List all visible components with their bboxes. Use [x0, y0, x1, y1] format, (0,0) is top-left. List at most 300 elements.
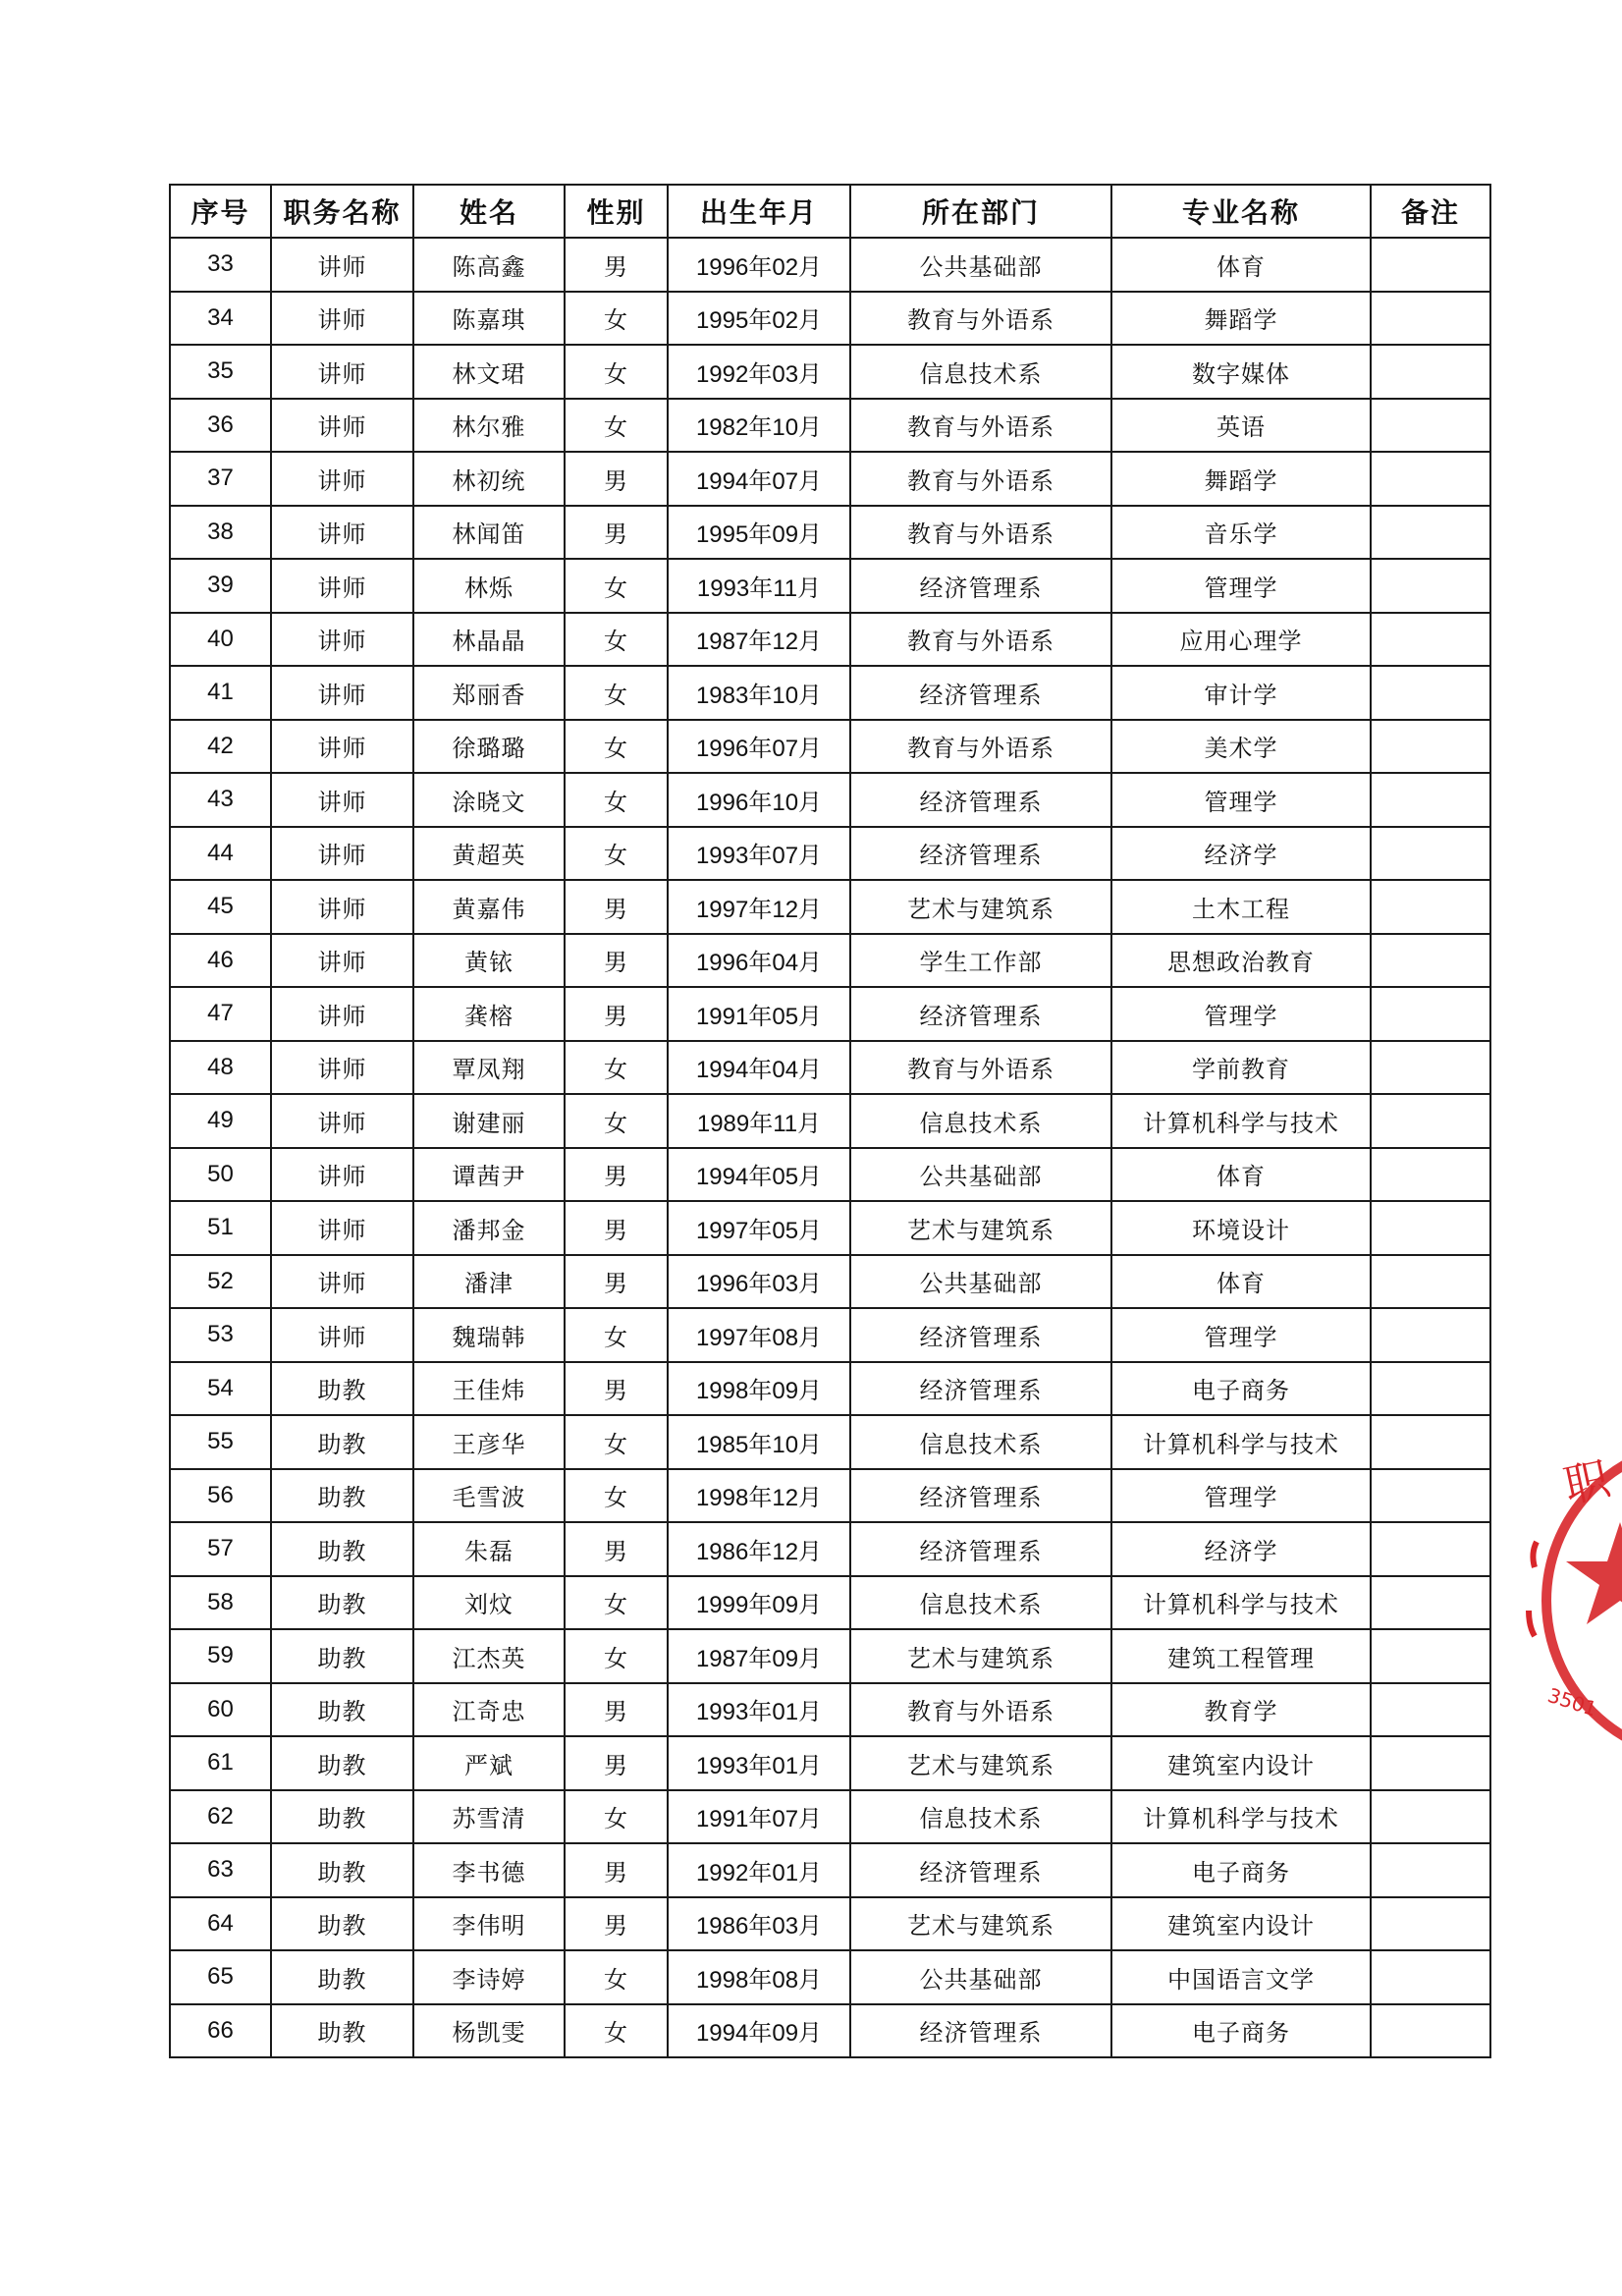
cell-department: 经济管理系	[850, 2004, 1111, 2058]
cell-gender: 男	[565, 1255, 668, 1309]
cell-remarks	[1371, 1094, 1490, 1148]
cell-department: 教育与外语系	[850, 720, 1111, 774]
cell-department: 艺术与建筑系	[850, 1736, 1111, 1790]
cell-department: 信息技术系	[850, 1415, 1111, 1469]
cell-gender: 女	[565, 613, 668, 667]
cell-title: 讲师	[271, 559, 413, 613]
cell-title: 讲师	[271, 827, 413, 881]
cell-department: 经济管理系	[850, 666, 1111, 720]
cell-major: 管理学	[1111, 1469, 1371, 1523]
cell-name: 黄超英	[413, 827, 565, 881]
table-row	[170, 1843, 1490, 1897]
cell-index: 49	[170, 1094, 271, 1148]
cell-department: 经济管理系	[850, 559, 1111, 613]
cell-gender: 女	[565, 773, 668, 827]
cell-name: 江杰英	[413, 1629, 565, 1683]
cell-major: 电子商务	[1111, 1362, 1371, 1416]
cell-title: 讲师	[271, 666, 413, 720]
cell-department: 信息技术系	[850, 345, 1111, 399]
cell-department: 艺术与建筑系	[850, 880, 1111, 934]
cell-birth: 1996年03月	[668, 1255, 850, 1309]
header-department: 所在部门	[850, 185, 1111, 238]
cell-remarks	[1371, 452, 1490, 506]
cell-index: 66	[170, 2004, 271, 2058]
cell-department: 经济管理系	[850, 987, 1111, 1041]
cell-major: 体育	[1111, 1148, 1371, 1202]
table-body	[170, 238, 1490, 2057]
cell-birth: 1997年05月	[668, 1201, 850, 1255]
seal-star-icon	[1566, 1522, 1622, 1624]
cell-gender: 女	[565, 1629, 668, 1683]
cell-remarks	[1371, 1201, 1490, 1255]
cell-index: 64	[170, 1897, 271, 1951]
cell-name: 王佳炜	[413, 1362, 565, 1416]
cell-major: 管理学	[1111, 559, 1371, 613]
cell-title: 讲师	[271, 1308, 413, 1362]
cell-major: 经济学	[1111, 1522, 1371, 1576]
cell-name: 谭茜尹	[413, 1148, 565, 1202]
cell-major: 计算机科学与技术	[1111, 1576, 1371, 1630]
cell-gender: 女	[565, 827, 668, 881]
cell-major: 计算机科学与技术	[1111, 1415, 1371, 1469]
cell-gender: 女	[565, 1041, 668, 1095]
cell-name: 林闻笛	[413, 506, 565, 560]
cell-title: 助教	[271, 1362, 413, 1416]
table-row	[170, 1362, 1490, 1416]
cell-department: 教育与外语系	[850, 452, 1111, 506]
table-row	[170, 1469, 1490, 1523]
staff-title-table	[169, 184, 1491, 2058]
cell-index: 53	[170, 1308, 271, 1362]
cell-index: 63	[170, 1843, 271, 1897]
table-row	[170, 666, 1490, 720]
cell-title: 助教	[271, 1469, 413, 1523]
cell-gender: 女	[565, 1469, 668, 1523]
cell-birth: 1998年09月	[668, 1362, 850, 1416]
cell-gender: 男	[565, 1201, 668, 1255]
cell-birth: 1998年08月	[668, 1950, 850, 2004]
cell-gender: 男	[565, 987, 668, 1041]
cell-gender: 女	[565, 1950, 668, 2004]
cell-title: 助教	[271, 1683, 413, 1737]
cell-gender: 女	[565, 399, 668, 453]
table-row	[170, 559, 1490, 613]
cell-index: 46	[170, 934, 271, 988]
table-row	[170, 1415, 1490, 1469]
cell-major: 土木工程	[1111, 880, 1371, 934]
cell-major: 环境设计	[1111, 1201, 1371, 1255]
cell-department: 教育与外语系	[850, 1683, 1111, 1737]
cell-major: 体育	[1111, 238, 1371, 292]
cell-title: 讲师	[271, 345, 413, 399]
cell-major: 英语	[1111, 399, 1371, 453]
cell-title: 助教	[271, 1950, 413, 2004]
cell-remarks	[1371, 399, 1490, 453]
cell-title: 讲师	[271, 1041, 413, 1095]
cell-birth: 1996年07月	[668, 720, 850, 774]
cell-major: 计算机科学与技术	[1111, 1094, 1371, 1148]
cell-gender: 女	[565, 1094, 668, 1148]
cell-name: 毛雪波	[413, 1469, 565, 1523]
cell-name: 王彦华	[413, 1415, 565, 1469]
cell-title: 讲师	[271, 506, 413, 560]
cell-gender: 女	[565, 559, 668, 613]
cell-major: 建筑工程管理	[1111, 1629, 1371, 1683]
cell-index: 54	[170, 1362, 271, 1416]
cell-birth: 1996年02月	[668, 238, 850, 292]
cell-birth: 1993年01月	[668, 1736, 850, 1790]
header-title: 职务名称	[271, 185, 413, 238]
cell-name: 刘炆	[413, 1576, 565, 1630]
cell-major: 计算机科学与技术	[1111, 1790, 1371, 1844]
cell-index: 36	[170, 399, 271, 453]
cell-major: 电子商务	[1111, 2004, 1371, 2058]
cell-title: 讲师	[271, 1255, 413, 1309]
cell-title: 助教	[271, 1790, 413, 1844]
cell-index: 50	[170, 1148, 271, 1202]
cell-name: 陈嘉琪	[413, 292, 565, 346]
cell-birth: 1993年11月	[668, 559, 850, 613]
cell-major: 学前教育	[1111, 1041, 1371, 1095]
table-row	[170, 1255, 1490, 1309]
cell-title: 讲师	[271, 452, 413, 506]
cell-gender: 男	[565, 1736, 668, 1790]
cell-department: 经济管理系	[850, 773, 1111, 827]
cell-birth: 1985年10月	[668, 1415, 850, 1469]
cell-department: 教育与外语系	[850, 292, 1111, 346]
cell-name: 李伟明	[413, 1897, 565, 1951]
cell-name: 江奇忠	[413, 1683, 565, 1737]
header-index: 序号	[170, 185, 271, 238]
cell-gender: 男	[565, 1522, 668, 1576]
cell-index: 60	[170, 1683, 271, 1737]
cell-major: 思想政治教育	[1111, 934, 1371, 988]
cell-name: 龚榕	[413, 987, 565, 1041]
cell-title: 讲师	[271, 773, 413, 827]
cell-index: 42	[170, 720, 271, 774]
cell-index: 48	[170, 1041, 271, 1095]
cell-title: 讲师	[271, 987, 413, 1041]
cell-major: 美术学	[1111, 720, 1371, 774]
cell-index: 34	[170, 292, 271, 346]
cell-birth: 1994年09月	[668, 2004, 850, 2058]
cell-gender: 男	[565, 238, 668, 292]
cell-index: 62	[170, 1790, 271, 1844]
cell-name: 魏瑞韩	[413, 1308, 565, 1362]
cell-name: 李诗婷	[413, 1950, 565, 2004]
cell-remarks	[1371, 1362, 1490, 1416]
cell-birth: 1982年10月	[668, 399, 850, 453]
cell-major: 审计学	[1111, 666, 1371, 720]
cell-title: 助教	[271, 1736, 413, 1790]
cell-birth: 1997年08月	[668, 1308, 850, 1362]
cell-gender: 女	[565, 1308, 668, 1362]
cell-birth: 1992年03月	[668, 345, 850, 399]
cell-index: 43	[170, 773, 271, 827]
cell-index: 35	[170, 345, 271, 399]
cell-birth: 1987年09月	[668, 1629, 850, 1683]
cell-name: 覃凤翔	[413, 1041, 565, 1095]
cell-title: 讲师	[271, 399, 413, 453]
cell-name: 徐璐璐	[413, 720, 565, 774]
cell-title: 助教	[271, 1522, 413, 1576]
cell-title: 讲师	[271, 1201, 413, 1255]
table-row	[170, 773, 1490, 827]
cell-birth: 1986年12月	[668, 1522, 850, 1576]
cell-birth: 1993年01月	[668, 1683, 850, 1737]
cell-department: 信息技术系	[850, 1094, 1111, 1148]
cell-department: 教育与外语系	[850, 1041, 1111, 1095]
cell-birth: 1996年04月	[668, 934, 850, 988]
table-row	[170, 1683, 1490, 1737]
cell-remarks	[1371, 1576, 1490, 1630]
table-row	[170, 1950, 1490, 2004]
table-row	[170, 720, 1490, 774]
cell-department: 教育与外语系	[850, 506, 1111, 560]
cell-remarks	[1371, 1255, 1490, 1309]
cell-gender: 男	[565, 1683, 668, 1737]
table-row	[170, 1522, 1490, 1576]
cell-name: 林文珺	[413, 345, 565, 399]
cell-gender: 男	[565, 1843, 668, 1897]
cell-department: 信息技术系	[850, 1576, 1111, 1630]
cell-department: 公共基础部	[850, 1950, 1111, 2004]
cell-index: 45	[170, 880, 271, 934]
cell-major: 教育学	[1111, 1683, 1371, 1737]
cell-department: 学生工作部	[850, 934, 1111, 988]
cell-title: 助教	[271, 1897, 413, 1951]
cell-major: 经济学	[1111, 827, 1371, 881]
cell-department: 信息技术系	[850, 1790, 1111, 1844]
table-row	[170, 345, 1490, 399]
cell-department: 艺术与建筑系	[850, 1201, 1111, 1255]
cell-name: 苏雪清	[413, 1790, 565, 1844]
cell-department: 公共基础部	[850, 1148, 1111, 1202]
cell-title: 讲师	[271, 238, 413, 292]
cell-major: 体育	[1111, 1255, 1371, 1309]
cell-major: 建筑室内设计	[1111, 1897, 1371, 1951]
cell-major: 舞蹈学	[1111, 292, 1371, 346]
header-remarks: 备注	[1371, 185, 1490, 238]
cell-name: 林初统	[413, 452, 565, 506]
cell-remarks	[1371, 1897, 1490, 1951]
cell-department: 经济管理系	[850, 1362, 1111, 1416]
cell-remarks	[1371, 720, 1490, 774]
cell-gender: 女	[565, 666, 668, 720]
cell-gender: 女	[565, 1790, 668, 1844]
cell-birth: 1992年01月	[668, 1843, 850, 1897]
cell-index: 51	[170, 1201, 271, 1255]
cell-index: 52	[170, 1255, 271, 1309]
table-row	[170, 399, 1490, 453]
cell-remarks	[1371, 666, 1490, 720]
cell-remarks	[1371, 292, 1490, 346]
cell-remarks	[1371, 1629, 1490, 1683]
cell-index: 44	[170, 827, 271, 881]
header-major: 专业名称	[1111, 185, 1371, 238]
cell-gender: 女	[565, 2004, 668, 2058]
cell-name: 林晶晶	[413, 613, 565, 667]
cell-name: 涂晓文	[413, 773, 565, 827]
table-row	[170, 506, 1490, 560]
cell-remarks	[1371, 934, 1490, 988]
table-row	[170, 987, 1490, 1041]
cell-index: 40	[170, 613, 271, 667]
cell-name: 严斌	[413, 1736, 565, 1790]
cell-title: 讲师	[271, 1094, 413, 1148]
cell-title: 助教	[271, 1843, 413, 1897]
cell-name: 谢建丽	[413, 1094, 565, 1148]
cell-birth: 1995年02月	[668, 292, 850, 346]
cell-birth: 1994年07月	[668, 452, 850, 506]
cell-title: 助教	[271, 1415, 413, 1469]
seal-char: 职	[1559, 1451, 1615, 1513]
cell-department: 经济管理系	[850, 1469, 1111, 1523]
cell-remarks	[1371, 773, 1490, 827]
cell-birth: 1996年10月	[668, 773, 850, 827]
cell-birth: 1991年07月	[668, 1790, 850, 1844]
cell-remarks	[1371, 1790, 1490, 1844]
cell-gender: 男	[565, 934, 668, 988]
cell-birth: 1995年09月	[668, 506, 850, 560]
cell-major: 电子商务	[1111, 1843, 1371, 1897]
header-row	[170, 185, 1490, 238]
cell-major: 音乐学	[1111, 506, 1371, 560]
table-row	[170, 238, 1490, 292]
cell-gender: 男	[565, 1897, 668, 1951]
cell-title: 讲师	[271, 934, 413, 988]
cell-major: 舞蹈学	[1111, 452, 1371, 506]
cell-name: 郑丽香	[413, 666, 565, 720]
cell-gender: 男	[565, 506, 668, 560]
cell-birth: 1994年04月	[668, 1041, 850, 1095]
cell-gender: 男	[565, 1148, 668, 1202]
cell-gender: 女	[565, 1576, 668, 1630]
cell-birth: 1986年03月	[668, 1897, 850, 1951]
cell-remarks	[1371, 1041, 1490, 1095]
cell-remarks	[1371, 345, 1490, 399]
cell-index: 61	[170, 1736, 271, 1790]
cell-index: 41	[170, 666, 271, 720]
cell-major: 应用心理学	[1111, 613, 1371, 667]
cell-major: 管理学	[1111, 773, 1371, 827]
cell-department: 经济管理系	[850, 1522, 1111, 1576]
table-row	[170, 1094, 1490, 1148]
cell-gender: 女	[565, 720, 668, 774]
cell-remarks	[1371, 880, 1490, 934]
cell-index: 37	[170, 452, 271, 506]
cell-name: 陈高鑫	[413, 238, 565, 292]
cell-remarks	[1371, 1148, 1490, 1202]
cell-title: 讲师	[271, 613, 413, 667]
seal-code: 3501	[1544, 1682, 1600, 1722]
table-row	[170, 1308, 1490, 1362]
table-row	[170, 1041, 1490, 1095]
cell-gender: 女	[565, 292, 668, 346]
cell-title: 助教	[271, 1629, 413, 1683]
cell-remarks	[1371, 613, 1490, 667]
cell-title: 助教	[271, 2004, 413, 2058]
cell-index: 55	[170, 1415, 271, 1469]
cell-name: 潘邦金	[413, 1201, 565, 1255]
table-row	[170, 827, 1490, 881]
cell-index: 56	[170, 1469, 271, 1523]
cell-gender: 男	[565, 1362, 668, 1416]
cell-department: 公共基础部	[850, 238, 1111, 292]
cell-remarks	[1371, 1308, 1490, 1362]
cell-name: 黄铱	[413, 934, 565, 988]
table-row	[170, 934, 1490, 988]
table-row	[170, 2004, 1490, 2058]
cell-major: 数字媒体	[1111, 345, 1371, 399]
cell-title: 讲师	[271, 880, 413, 934]
cell-remarks	[1371, 1415, 1490, 1469]
cell-title: 讲师	[271, 1148, 413, 1202]
cell-remarks	[1371, 1950, 1490, 2004]
cell-index: 59	[170, 1629, 271, 1683]
cell-department: 经济管理系	[850, 827, 1111, 881]
cell-birth: 1989年11月	[668, 1094, 850, 1148]
cell-title: 讲师	[271, 292, 413, 346]
cell-title: 讲师	[271, 720, 413, 774]
cell-index: 38	[170, 506, 271, 560]
table-row	[170, 1790, 1490, 1844]
table-row	[170, 1201, 1490, 1255]
cell-name: 朱磊	[413, 1522, 565, 1576]
table-row	[170, 1629, 1490, 1683]
cell-major: 中国语言文学	[1111, 1950, 1371, 2004]
table-row	[170, 292, 1490, 346]
table-row	[170, 880, 1490, 934]
cell-gender: 女	[565, 345, 668, 399]
cell-department: 教育与外语系	[850, 613, 1111, 667]
cell-birth: 1997年12月	[668, 880, 850, 934]
cell-index: 47	[170, 987, 271, 1041]
cell-remarks	[1371, 827, 1490, 881]
cell-department: 公共基础部	[850, 1255, 1111, 1309]
table-row	[170, 1148, 1490, 1202]
cell-remarks	[1371, 1469, 1490, 1523]
cell-remarks	[1371, 1736, 1490, 1790]
cell-remarks	[1371, 1683, 1490, 1737]
cell-name: 潘津	[413, 1255, 565, 1309]
cell-gender: 男	[565, 452, 668, 506]
cell-department: 艺术与建筑系	[850, 1897, 1111, 1951]
cell-birth: 1993年07月	[668, 827, 850, 881]
official-seal	[1507, 1434, 1622, 1768]
cell-department: 经济管理系	[850, 1308, 1111, 1362]
cell-remarks	[1371, 1522, 1490, 1576]
cell-major: 建筑室内设计	[1111, 1736, 1371, 1790]
cell-birth: 1991年05月	[668, 987, 850, 1041]
cell-title: 助教	[271, 1576, 413, 1630]
cell-name: 林尔雅	[413, 399, 565, 453]
cell-department: 艺术与建筑系	[850, 1629, 1111, 1683]
cell-department: 经济管理系	[850, 1843, 1111, 1897]
cell-birth: 1983年10月	[668, 666, 850, 720]
cell-name: 黄嘉伟	[413, 880, 565, 934]
table-row	[170, 452, 1490, 506]
table-header	[170, 185, 1490, 238]
cell-major: 管理学	[1111, 987, 1371, 1041]
cell-name: 林烁	[413, 559, 565, 613]
header-name: 姓名	[413, 185, 565, 238]
cell-remarks	[1371, 506, 1490, 560]
cell-birth: 1994年05月	[668, 1148, 850, 1202]
header-gender: 性别	[565, 185, 668, 238]
cell-name: 杨凯雯	[413, 2004, 565, 2058]
cell-birth: 1998年12月	[668, 1469, 850, 1523]
